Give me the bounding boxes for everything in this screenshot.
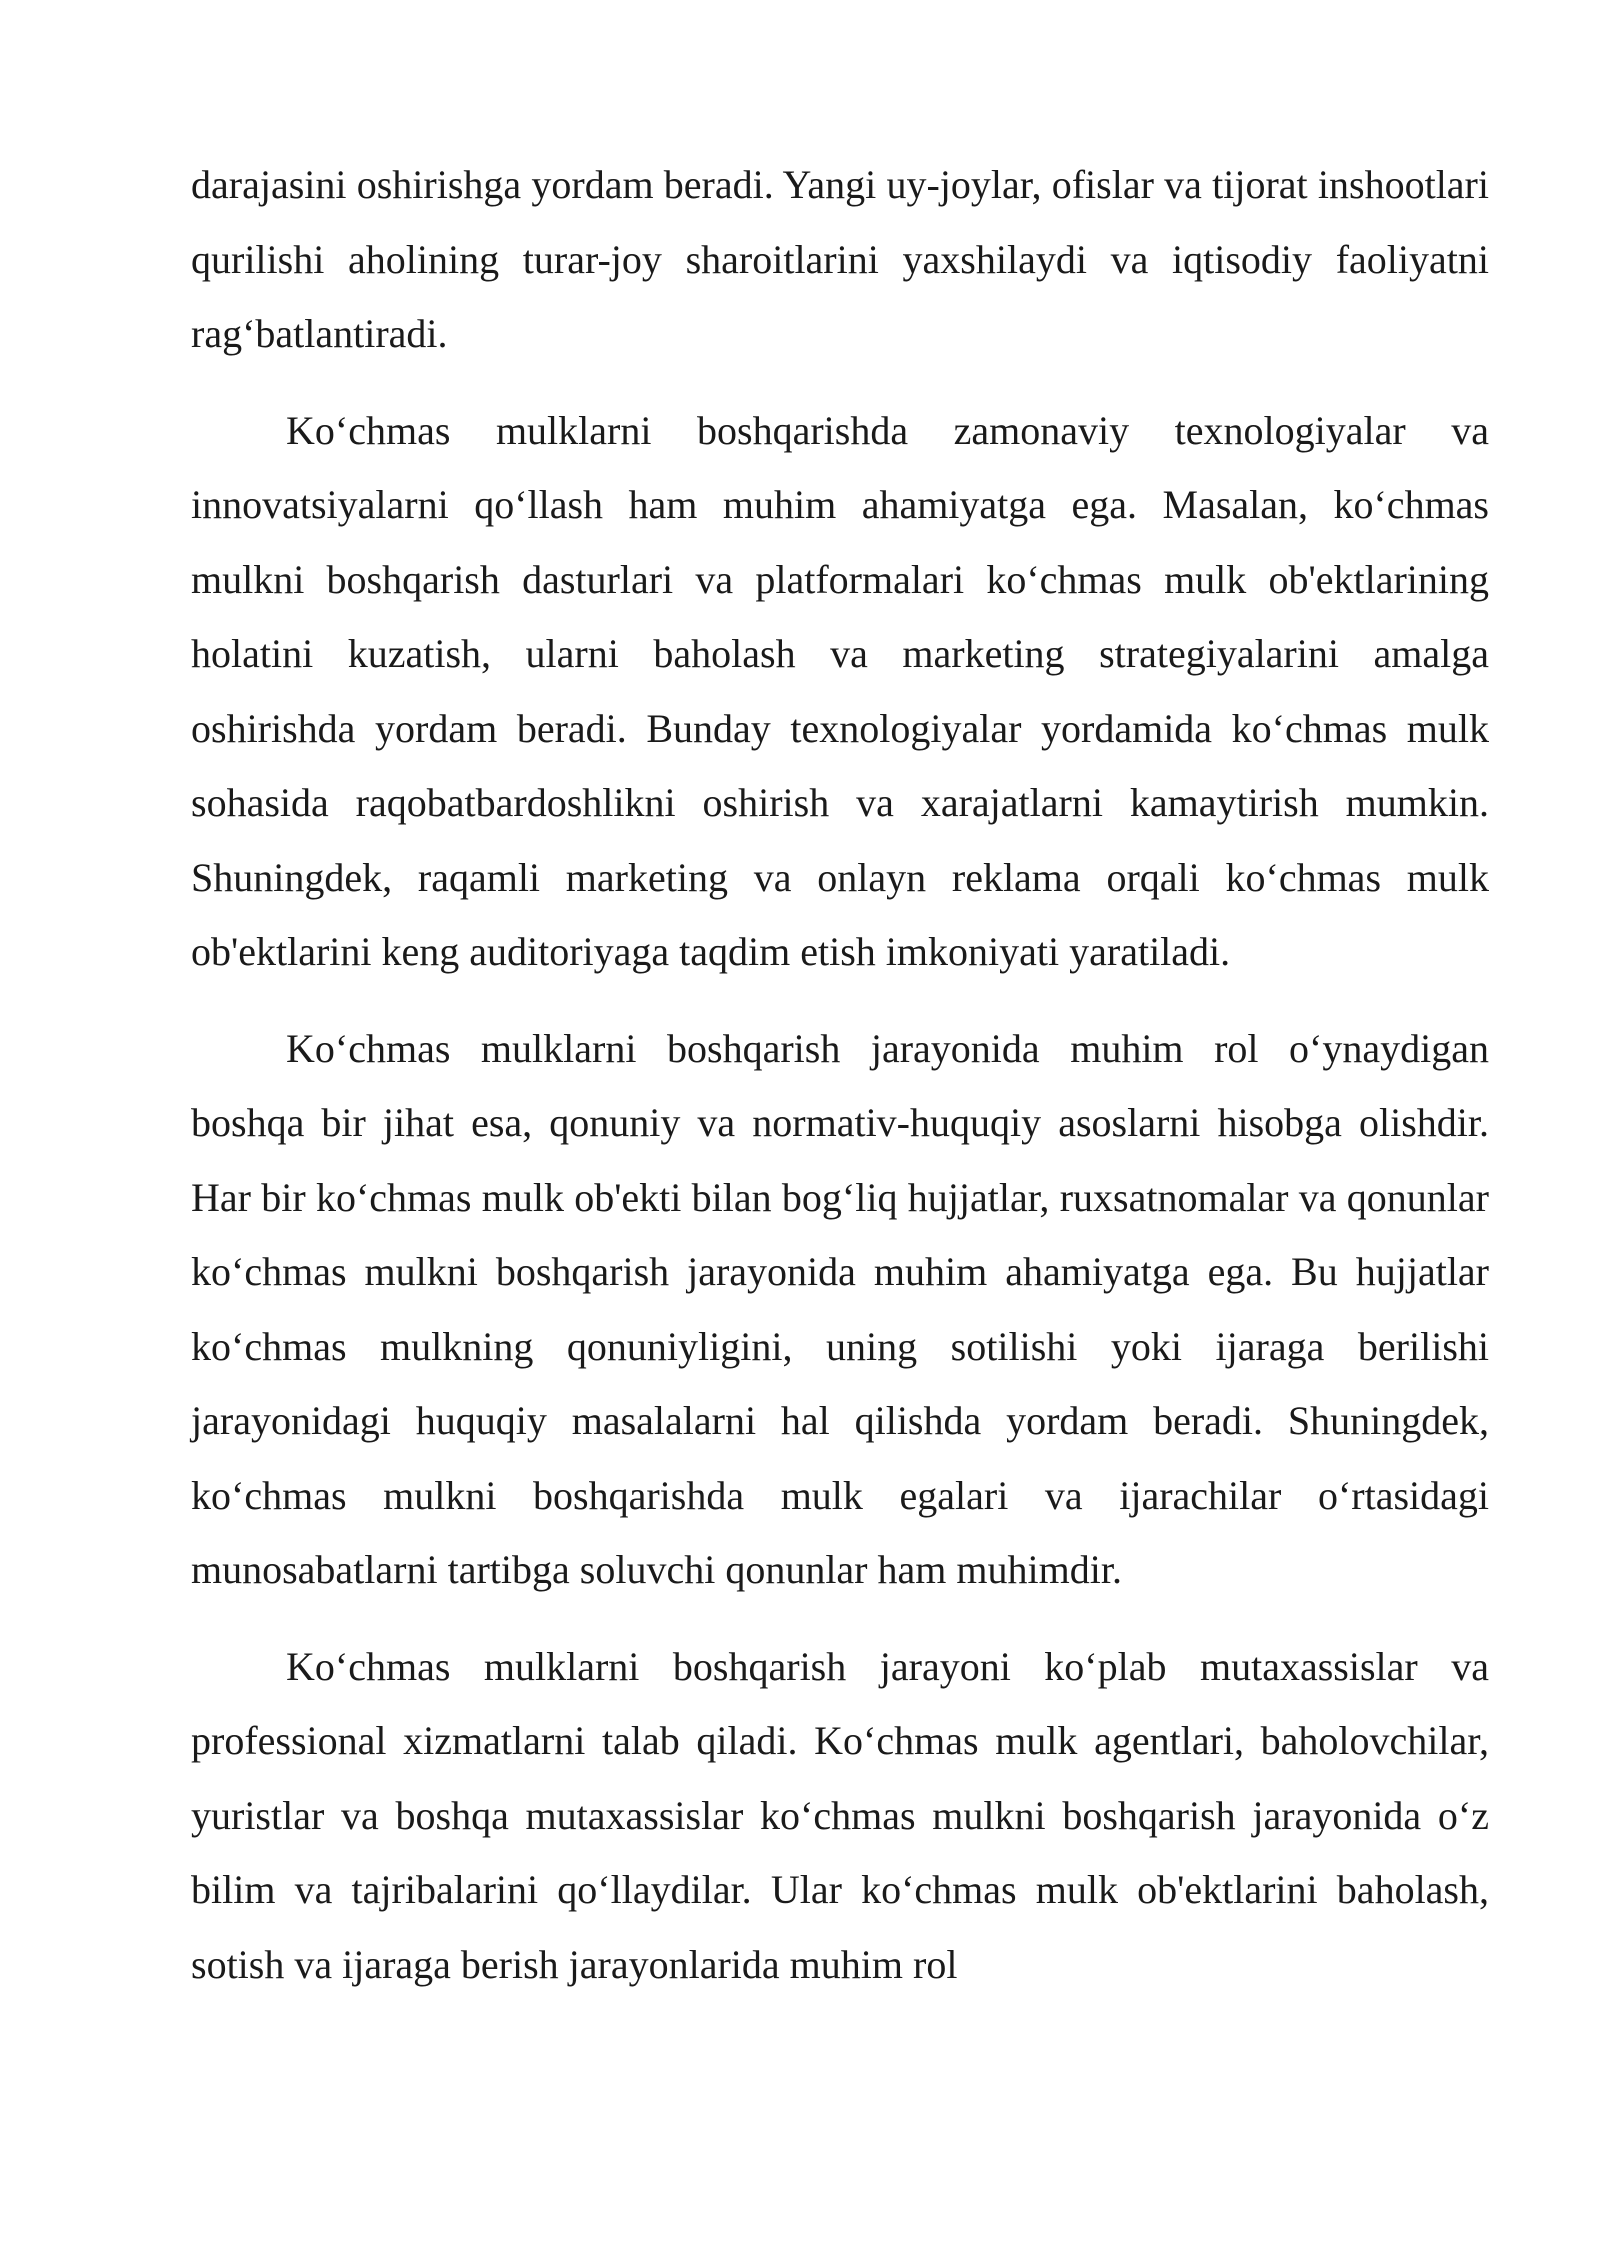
paragraph-4: Ko‘chmas mulklarni boshqarish jarayoni ko‘plab mutaxassislar va professional xizmatlarni talab qiladi. Ko‘chmas mulk agentlari, baholovchilar, yuristlar va boshqa mutaxassislar ko‘chmas mulkni boshqarish jarayonida o‘z bilim va tajribalarini qo‘llaydilar. Ular ko‘chmas mulk ob'ektlarini baholash, sotish va ijaraga berish jarayonlarida muhim rol (191, 1643, 1489, 1987)
document-page (191, 148, 1489, 2024)
paragraph-2: Ko‘chmas mulklarni boshqarishda zamonaviy texnologiyalar va innovatsiyalarni qo‘llash ham muhim ahamiyatga ega. Masalan, ko‘chmas mulkni boshqarish dasturlari va platformalari ko‘chmas mulk ob'ektlarining holatini kuzatish, ularni baholash va marketing strategiyalarini amalga oshirishda yordam beradi. Bunday texnologiyalar yordamida ko‘chmas mulk sohasida raqobatbardoshlikni oshirish va xarajatlarni kamaytirish mumkin. Shuningdek, raqamli marketing va onlayn reklama orqali ko‘chmas mulk ob'ektlarini keng auditoriyaga taqdim etish imkoniyati yaratiladi. (191, 407, 1489, 974)
paragraph-1: darajasini oshirishga yordam beradi. Yangi uy-joylar, ofislar va tijorat inshootlari qurilishi aholining turar-joy sharoitlarini yaxshilaydi va iqtisodiy faoliyatni rag‘batlantiradi. (191, 162, 1489, 356)
paragraph-3: Ko‘chmas mulklarni boshqarish jarayonida muhim rol o‘ynaydigan boshqa bir jihat esa, qonuniy va normativ-huquqiy asoslarni hisobga olishdir. Har bir ko‘chmas mulk ob'ekti bilan bog‘liq hujjatlar, ruxsatnomalar va qonunlar ko‘chmas mulkni boshqarish jarayonida muhim ahamiyatga ega. Bu hujjatlar ko‘chmas mulkning qonuniyligini, uning sotilishi yoki ijaraga berilishi jarayonidagi huquqiy masalalarni hal qilishda yordam beradi. Shuningdek, ko‘chmas mulkni boshqarishda mulk egalari va ijarachilar o‘rtasidagi munosabatlarni tartibga soluvchi qonunlar ham muhimdir. (191, 1025, 1489, 1592)
